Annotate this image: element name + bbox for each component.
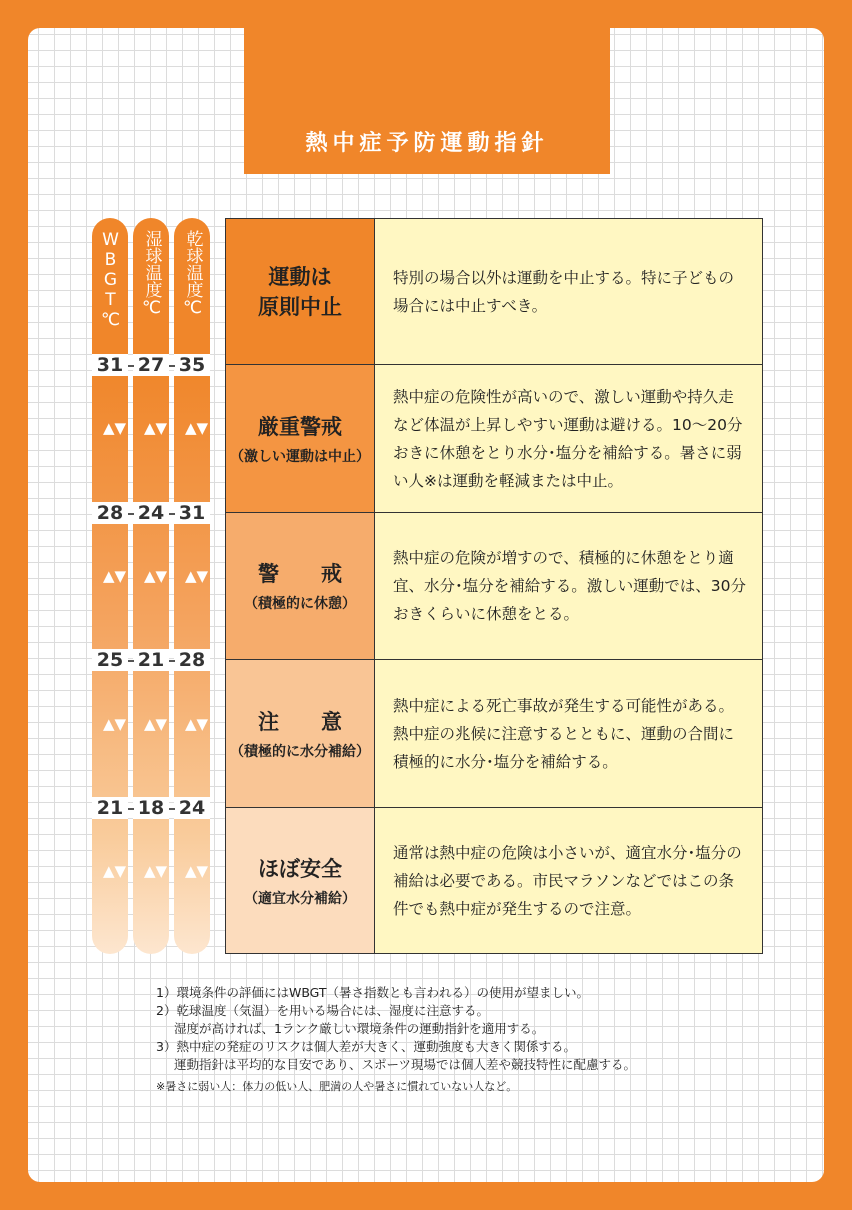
dry-bulb-header: 乾球温度℃ [182,230,203,318]
notes [156,984,776,1096]
table-row [226,219,763,365]
level-title: 注 意 [258,709,342,734]
range-arrow-icon: ▲▼ [144,715,168,733]
table-row [226,365,763,513]
dry-bulb-tick: 35 [174,354,210,376]
tick-dash [128,808,134,810]
wbgt-tick: 25 [92,649,128,671]
level-cell [226,808,375,954]
range-arrow-icon: ▲▼ [103,715,127,733]
tick-dash [169,808,175,810]
level-subtitle: （激しい運動は中止） [230,448,370,465]
dry-bulb-tick: 31 [174,502,210,524]
range-arrow-icon: ▲▼ [144,862,168,880]
level-subtitle: （積極的に休憩） [244,596,356,612]
dry-bulb-tick: 24 [174,797,210,819]
range-arrow-icon: ▲▼ [103,419,127,437]
wet-bulb-tick: 27 [133,354,169,376]
level-description: 特別の場合以外は運動を中止する。特に子どもの場合には中止すべき。 [375,219,763,365]
level-cell [226,365,375,513]
wbgt-column [92,218,128,954]
wet-bulb-header: 湿球温度℃ [141,230,162,318]
note-2-detail: 湿度が高ければ、1ランク厳しい環境条件の運動指針を適用する。 [174,1021,545,1036]
range-arrow-icon: ▲▼ [144,419,168,437]
level-title: 厳重警戒 [258,414,342,439]
footnote: ※暑さに弱い人：体力の低い人、肥満の人や暑さに慣れていない人など。 [156,1080,518,1093]
dry-bulb-tick: 28 [174,649,210,671]
range-arrow-icon: ▲▼ [185,567,209,585]
note-3-detail: 運動指針は平均的な目安であり、スポーツ現場では個人差や競技特性に配慮する。 [174,1057,637,1072]
wet-bulb-column [133,218,169,954]
wet-bulb-tick: 24 [133,502,169,524]
range-arrow-icon: ▲▼ [185,419,209,437]
level-cell [226,219,375,365]
note-1: 1）環境条件の評価にはWBGT（暑さ指数とも言われる）の使用が望ましい。 [156,985,590,1000]
level-cell [226,513,375,660]
note-2: 2）乾球温度（気温）を用いる場合には、湿度に注意する。 [156,1003,489,1018]
level-description: 熱中症による死亡事故が発生する可能性がある。熱中症の兆候に注意するとともに、運動の合間に積極的に水分･塩分を補給する。 [375,660,763,808]
wbgt-tick: 21 [92,797,128,819]
level-description: 熱中症の危険が増すので、積極的に休憩をとり適宜、水分･塩分を補給する。激しい運動では、30分おきくらいに休憩をとる。 [375,513,763,660]
level-description: 熱中症の危険性が高いので、激しい運動や持久走など体温が上昇しやすい運動は避ける。10〜20分おきに休憩をとり水分･塩分を補給する。暑さに弱い人※は運動を軽減または中止。 [375,365,763,513]
level-description: 通常は熱中症の危険は小さいが、適宜水分･塩分の補給は必要である。市民マラソンなどではこの条件でも熱中症が発生するので注意。 [375,808,763,954]
dry-bulb-column [174,218,210,954]
table-row [226,513,763,660]
tick-dash [128,365,134,367]
level-title: 運動は 原則中止 [258,264,342,319]
wet-bulb-tick: 18 [133,797,169,819]
guideline-table [225,218,763,954]
tick-dash [169,513,175,515]
wbgt-tick: 31 [92,354,128,376]
title-banner [244,28,610,174]
range-arrow-icon: ▲▼ [103,862,127,880]
tick-dash [169,660,175,662]
page-title: 熱中症予防運動指針 [305,131,549,156]
level-cell [226,660,375,808]
range-arrow-icon: ▲▼ [185,715,209,733]
table-row [226,808,763,954]
level-subtitle: （適宜水分補給） [244,890,356,907]
range-arrow-icon: ▲▼ [103,567,127,585]
wet-bulb-tick: 21 [133,649,169,671]
range-arrow-icon: ▲▼ [185,862,209,880]
wbgt-tick: 28 [92,502,128,524]
wbgt-header: WBGT℃ [100,230,121,330]
table-row [226,660,763,808]
tick-dash [128,660,134,662]
tick-dash [169,365,175,367]
level-title: 警 戒 [258,562,342,586]
note-3: 3）熱中症の発症のリスクは個人差が大きく、運動強度も大きく関係する。 [156,1039,576,1054]
guideline-sheet [28,28,824,1182]
range-arrow-icon: ▲▼ [144,567,168,585]
tick-dash [128,513,134,515]
level-title: ほぼ安全 [258,856,342,881]
level-subtitle: （積極的に水分補給） [230,743,370,760]
